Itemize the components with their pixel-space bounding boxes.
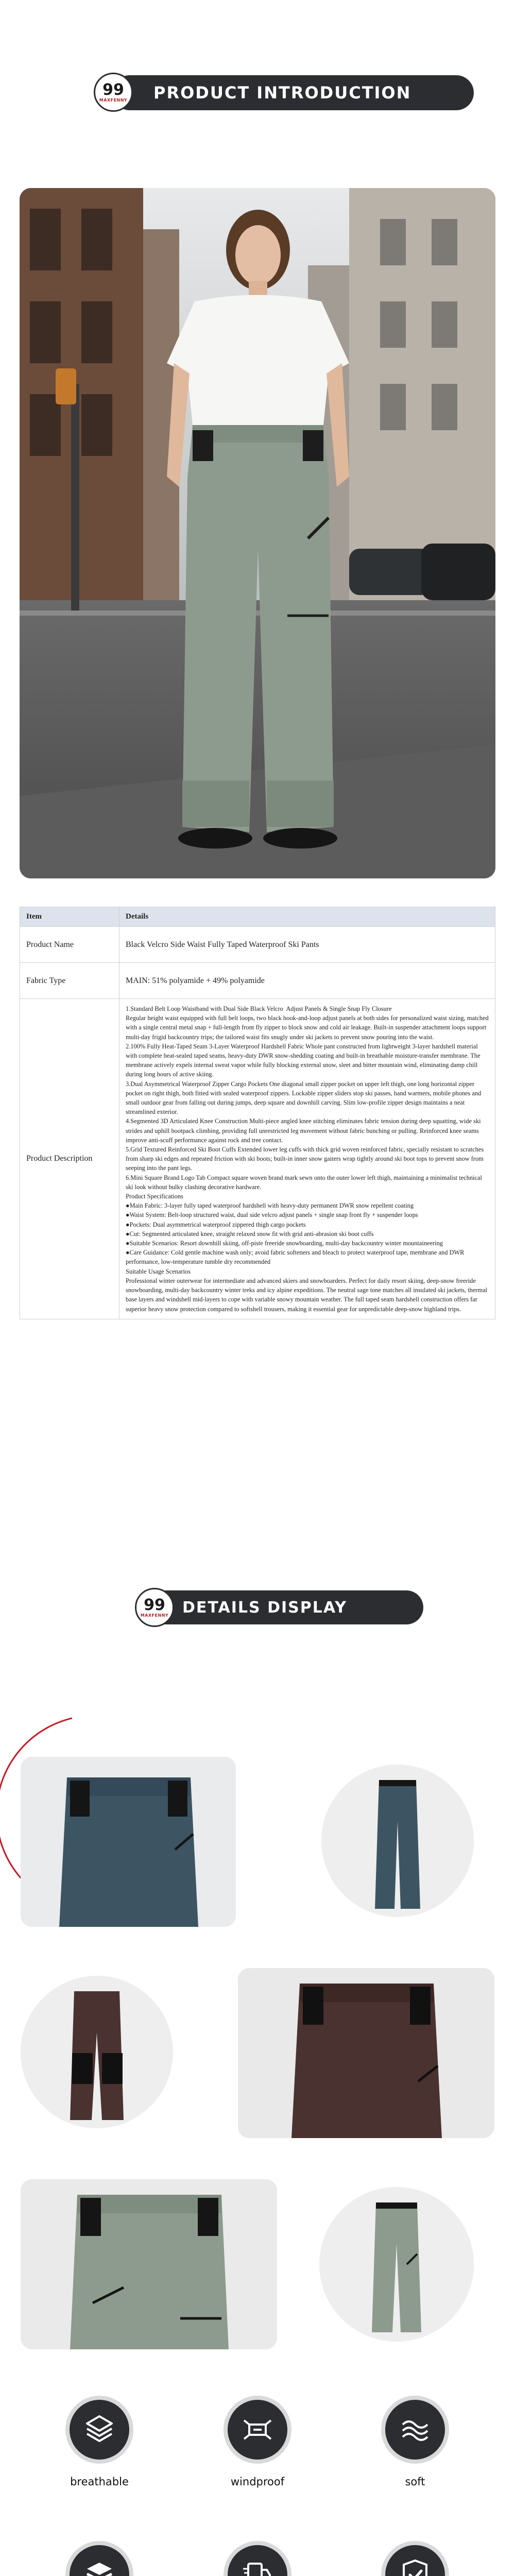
delivery-truck-icon xyxy=(224,2541,291,2576)
navy-pant-detail-photo xyxy=(21,1757,236,1927)
table-header-item: Item xyxy=(20,907,119,927)
product-description-label: Product Description xyxy=(20,999,119,1319)
details-title-pill xyxy=(140,1590,423,1624)
windproof-label: windproof xyxy=(230,2476,285,2488)
intro-title-pill xyxy=(112,75,474,110)
windproof-icon xyxy=(224,2396,291,2464)
soft-icon xyxy=(381,2396,449,2464)
sage-pant-full-photo xyxy=(319,2187,474,2342)
product-spec-table xyxy=(20,907,495,1319)
brand-logo-text: MAXFENNY xyxy=(99,97,128,103)
brand-logo-text: MAXFENNY xyxy=(140,1613,169,1618)
navy-pant-full-photo xyxy=(321,1765,474,1917)
hero-model-photo xyxy=(20,188,495,878)
fabric-type-value: MAIN: 51% polyamide + 49% polyamide xyxy=(119,963,495,999)
table-row xyxy=(20,927,495,963)
breathable-icon xyxy=(65,2396,133,2464)
table-row xyxy=(20,963,495,999)
table-row xyxy=(20,999,495,1319)
brown-pant-full-photo xyxy=(21,1976,173,2128)
product-description-value: 1.Standard Belt Loop Waistband with Dual Side Black Velcro Adjust Panels & Single Snap Fly Closure Regular height waist equipped with full belt loops, two black hook-and-loop adjust panels at both sides for personalized waist sizing, matched with a single central metal snap + full-length front fly zipper to block snow and cold air leakage. Built-in suspender attachment loops support multi-day frigid backcountry trips; the tailored waist fits snugly under ski jackets to prevent snow pouring into the waist. 2.100% Fully Heat-Taped Seam 3-Layer Waterproof Hardshell Fabric Whole pant constructed from lightweight 3-layer hardshell material with complete heat-sealed taped seams, heavy-duty DWR snow-shedding coating and built-in breathable moisture-transfer membrane. The membrane actively expels internal sweat vapor while fully blocking external snow, sleet and bitter mountain wind, eliminating damp chill during long hours of active skiing. 3.Dual Asymmetrical Waterproof Zipper Cargo Pockets One diagonal small zipper pocket on upper left thigh, one long horizontal zipper pocket on right thigh, both fitted with sealed waterproof zippers. Lockable zipper sliders stop ski passes, hand warmers, mobile phones and small outdoor gear from falling out during jumps, deep square and downhill carving. Slim low-profile zipper design maintains a neat streamlined exterior. 4.Segmented 3D Articulated Knee Construction Multi-piece angled knee stitching eliminates fabric tension during deep squatting, wide ski strides and uphill bootpack climbing, providing full unrestricted leg movement without fabric bunching or pulling. Reinforced knee seams improve anti-scuff performance against rock and tree contact. 5.Grid Textured Reinforced Ski Boot Cuffs Extended lower leg cuffs with thick grid woven reinforced fabric, specially resistant to scratches from sharp ski edges and repeated friction with ski boots; built-in inner snow gaiters wrap tightly around ski boot tops to prevent snow from seeping into the pant legs. 6.Mini Square Brand Logo Tab Compact square woven brand mark sewn onto the outer lower left thigh, maintaining a minimalist technical ski look without bulky clashing decorative hardware. Product Specifications ●Main Fabric: 3-layer fully taped waterproof hardshell with heavy-duty permanent DWR snow repellent coating ●Waist System: Belt-loop structured waist, dual side velcro adjust panels + single snap front fly + suspender loops ●Pockets: Dual asymmetrical waterproof zippered thigh cargo pockets ●Cut: Segmented articulated knee, straight relaxed snow fit with grid anti-abrasion ski boot cuffs ●Suitable Scenarios: Resort downhill skiing, off-piste freeride snowboarding, multi-day backcountry winter mountaineering ●Care Guidance: Cold gentle machine wash only; avoid fabric softeners and bleach to protect waterproof tape, membrane and DWR performance, low-temperature tumble dry recommended Suitable Usage Scenarios Professional winter outerwear for intermediate and advanced skiers and snowboarders. Perfect for daily resort skiing, deep-snow freeride snowboarding, multi-day backcountry winter treks and icy alpine expeditions. The neutral sage tone matches all insulated ski jackets, thermal base layers and windshell mid-layers to cope with variable snowy mountain weather. The full taped seam hardshell construction offers far superior heavy snow protection compared to softshell trousers, making it essential gear for unpredictable deep-snow highland trips. xyxy=(119,999,495,1319)
breathable-label: breathable xyxy=(70,2476,129,2488)
sage-pant-detail-photo xyxy=(21,2179,277,2349)
fabric-type-label: Fabric Type xyxy=(20,963,119,999)
brown-pant-detail-photo xyxy=(238,1968,494,2138)
product-name-label: Product Name xyxy=(20,927,119,963)
soft-label: soft xyxy=(405,2476,425,2488)
brand-logo xyxy=(94,73,133,112)
intro-title: PRODUCT INTRODUCTION xyxy=(153,83,411,103)
product-name-value: Black Velcro Side Waist Fully Taped Waterproof Ski Pants xyxy=(119,927,495,963)
brand-logo xyxy=(135,1588,174,1627)
table-header-row xyxy=(20,907,495,927)
layers-icon xyxy=(65,2541,133,2576)
shield-check-icon xyxy=(381,2541,449,2576)
details-title: DETAILS DISPLAY xyxy=(182,1598,347,1617)
brand-logo-number: 99 xyxy=(102,80,124,99)
brand-logo-number: 99 xyxy=(144,1596,165,1614)
hero-photo-illustration xyxy=(20,188,495,878)
table-header-details: Details xyxy=(119,907,495,927)
